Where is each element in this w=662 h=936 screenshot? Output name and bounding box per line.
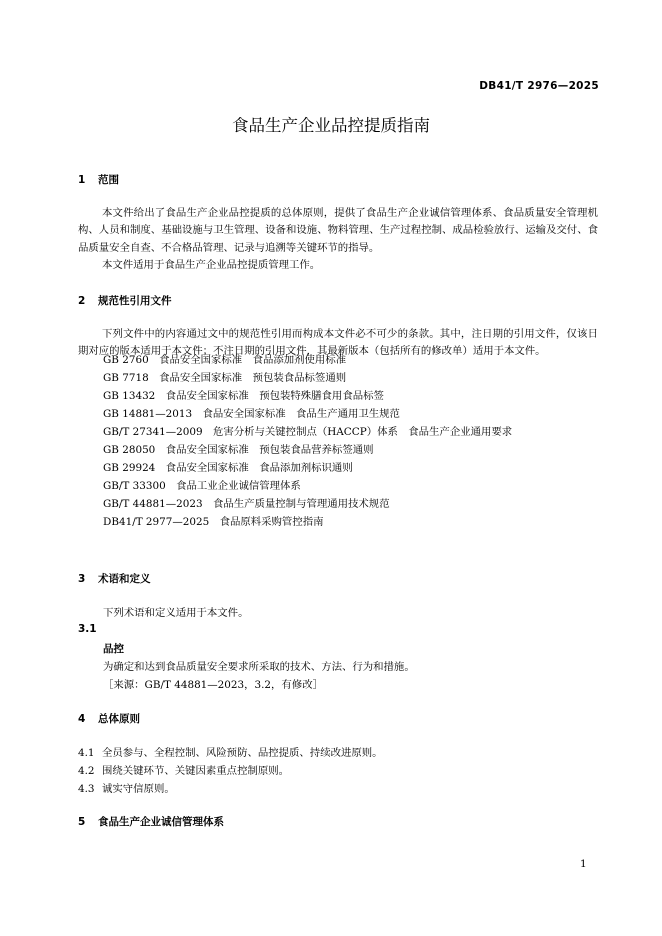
clause-text: 围绕关键环节、关键因素重点控制原则。 [102, 765, 290, 777]
standard-code: DB41/T 2976—2025 [479, 80, 599, 92]
section-title: 术语和定义 [98, 573, 151, 585]
reference-item: GB 28050 食品安全国家标准 预包装食品营养标签通则 [103, 444, 374, 456]
section-title: 范围 [98, 174, 119, 186]
section-5-heading [78, 814, 224, 829]
section-3-heading [78, 571, 151, 586]
section-title: 总体原则 [98, 713, 140, 725]
section-number: 1 [78, 174, 86, 186]
section-1-heading [78, 172, 119, 187]
section-number: 3 [78, 573, 86, 585]
reference-item: GB 14881—2013 食品安全国家标准 食品生产通用卫生规范 [103, 408, 400, 420]
section-1-paragraph-1: 本文件给出了食品生产企业品控提质的总体原则，提供了食品生产企业诚信管理体系、食品质量安全管理机构、人员和制度、基础设施与卫生管理、设备和设施、物料管理、生产过程控制、成品检验放行、运输及交付、食品质量安全自查、不合格品管理、记录与追溯等关键环节的指导。 [78, 207, 598, 254]
section-title: 规范性引用文件 [98, 295, 172, 307]
reference-item: GB 13432 食品安全国家标准 预包装特殊膳食用食品标签 [103, 390, 384, 402]
term-source: ［来源：GB/T 44881—2023，3.2，有修改］ [103, 679, 323, 691]
section-2-heading [78, 293, 172, 308]
clause-text: 诚实守信原则。 [102, 783, 175, 795]
section-4-heading [78, 711, 140, 726]
term-number: 3.1 [78, 623, 97, 635]
clause-text: 全员参与、全程控制、风险预防、品控提质、持续改进原则。 [102, 747, 383, 759]
section-title: 食品生产企业诚信管理体系 [98, 816, 224, 828]
reference-item: GB/T 33300 食品工业企业诚信管理体系 [103, 480, 301, 492]
document-title: 食品生产企业品控提质指南 [232, 116, 430, 135]
clause-number: 4.2 [78, 765, 95, 777]
reference-item: DB41/T 2977—2025 食品原料采购管控指南 [103, 516, 324, 528]
section-2-intro: 下列文件中的内容通过文中的规范性引用而构成本文件必不可少的条款。其中，注日期的引用文件，仅该日期对应的版本适用于本文件；不注日期的引用文件，其最新版本（包括所有的修改单）适用于本文件。 [78, 328, 598, 358]
reference-item: GB 29924 食品安全国家标准 食品添加剂标识通则 [103, 462, 353, 474]
section-1-paragraph-2: 本文件适用于食品生产企业品控提质管理工作。 [102, 259, 321, 271]
reference-item: GB 7718 食品安全国家标准 预包装食品标签通则 [103, 372, 347, 384]
section-number: 4 [78, 713, 86, 725]
term-name: 品控 [103, 643, 124, 655]
clause-4-1 [78, 744, 383, 759]
clause-number: 4.3 [78, 783, 95, 795]
clause-number: 4.1 [78, 747, 95, 759]
reference-item: GB 2760 食品安全国家标准 食品添加剂使用标准 [103, 354, 347, 366]
section-3-intro: 下列术语和定义适用于本文件。 [103, 607, 249, 619]
reference-item: GB/T 27341—2009 危害分析与关键控制点（HACCP）体系 食品生产企业通用要求 [103, 426, 513, 438]
page-number: 1 [580, 858, 587, 870]
reference-item: GB/T 44881—2023 食品生产质量控制与管理通用技术规范 [103, 498, 390, 510]
clause-4-3 [78, 780, 175, 795]
term-definition: 为确定和达到食品质量安全要求所采取的技术、方法、行为和措施。 [103, 661, 415, 673]
section-number: 2 [78, 295, 86, 307]
section-number: 5 [78, 816, 86, 828]
clause-4-2 [78, 762, 289, 777]
